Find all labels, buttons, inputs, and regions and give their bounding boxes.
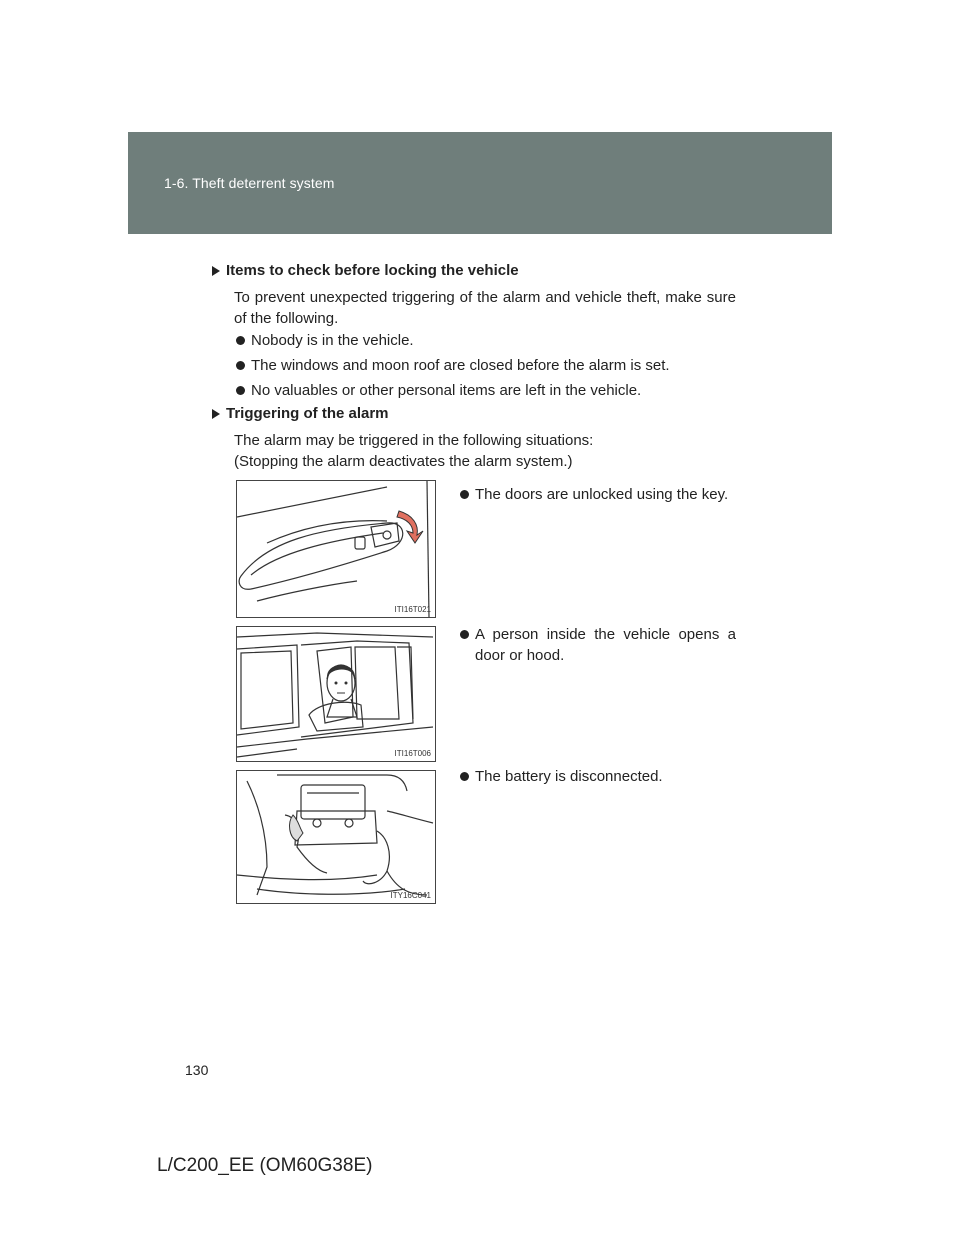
situation-caption: The doors are unlocked using the key. bbox=[460, 484, 736, 505]
figure-door-handle bbox=[236, 480, 436, 618]
triggering-intro-2: (Stopping the alarm deactivates the alarm system.) bbox=[234, 453, 573, 470]
list-item: The windows and moon roof are closed before the alarm is set. bbox=[234, 355, 670, 376]
footer-model-code: L/C200_EE (OM60G38E) bbox=[157, 1155, 373, 1176]
bullet-icon bbox=[460, 490, 469, 499]
battery-illustration bbox=[237, 771, 435, 903]
figure-person-in-vehicle bbox=[236, 626, 436, 762]
triggering-intro-1: The alarm may be triggered in the following situations: bbox=[234, 432, 594, 449]
list-item: No valuables or other personal items are left in the vehicle. bbox=[234, 380, 641, 401]
items-check-heading: Items to check before locking the vehicle bbox=[212, 262, 519, 279]
triggering-heading: Triggering of the alarm bbox=[212, 405, 389, 422]
triangle-marker-icon bbox=[212, 266, 220, 276]
door-handle-illustration bbox=[237, 481, 435, 617]
page-number: 130 bbox=[185, 1062, 209, 1078]
section-title: 1-6. Theft deterrent system bbox=[164, 175, 335, 191]
items-check-intro: To prevent unexpected triggering of the alarm and vehicle theft, make sure of the following. bbox=[234, 289, 736, 327]
bullet-icon bbox=[460, 772, 469, 781]
figure-code: ITY16C041 bbox=[390, 891, 431, 900]
list-item: Nobody is in the vehicle. bbox=[234, 330, 414, 351]
figure-battery bbox=[236, 770, 436, 904]
figure-code: ITI16T006 bbox=[394, 749, 431, 758]
person-in-vehicle-illustration bbox=[237, 627, 435, 761]
bullet-icon bbox=[236, 386, 245, 395]
section-header-band bbox=[128, 132, 832, 234]
situation-caption: A person inside the vehicle opens a door or hood. bbox=[460, 624, 736, 666]
bullet-icon bbox=[236, 336, 245, 345]
bullet-icon bbox=[460, 630, 469, 639]
bullet-icon bbox=[236, 361, 245, 370]
triangle-marker-icon bbox=[212, 409, 220, 419]
figure-code: ITI16T021 bbox=[394, 605, 431, 614]
situation-caption: The battery is disconnected. bbox=[460, 766, 736, 787]
